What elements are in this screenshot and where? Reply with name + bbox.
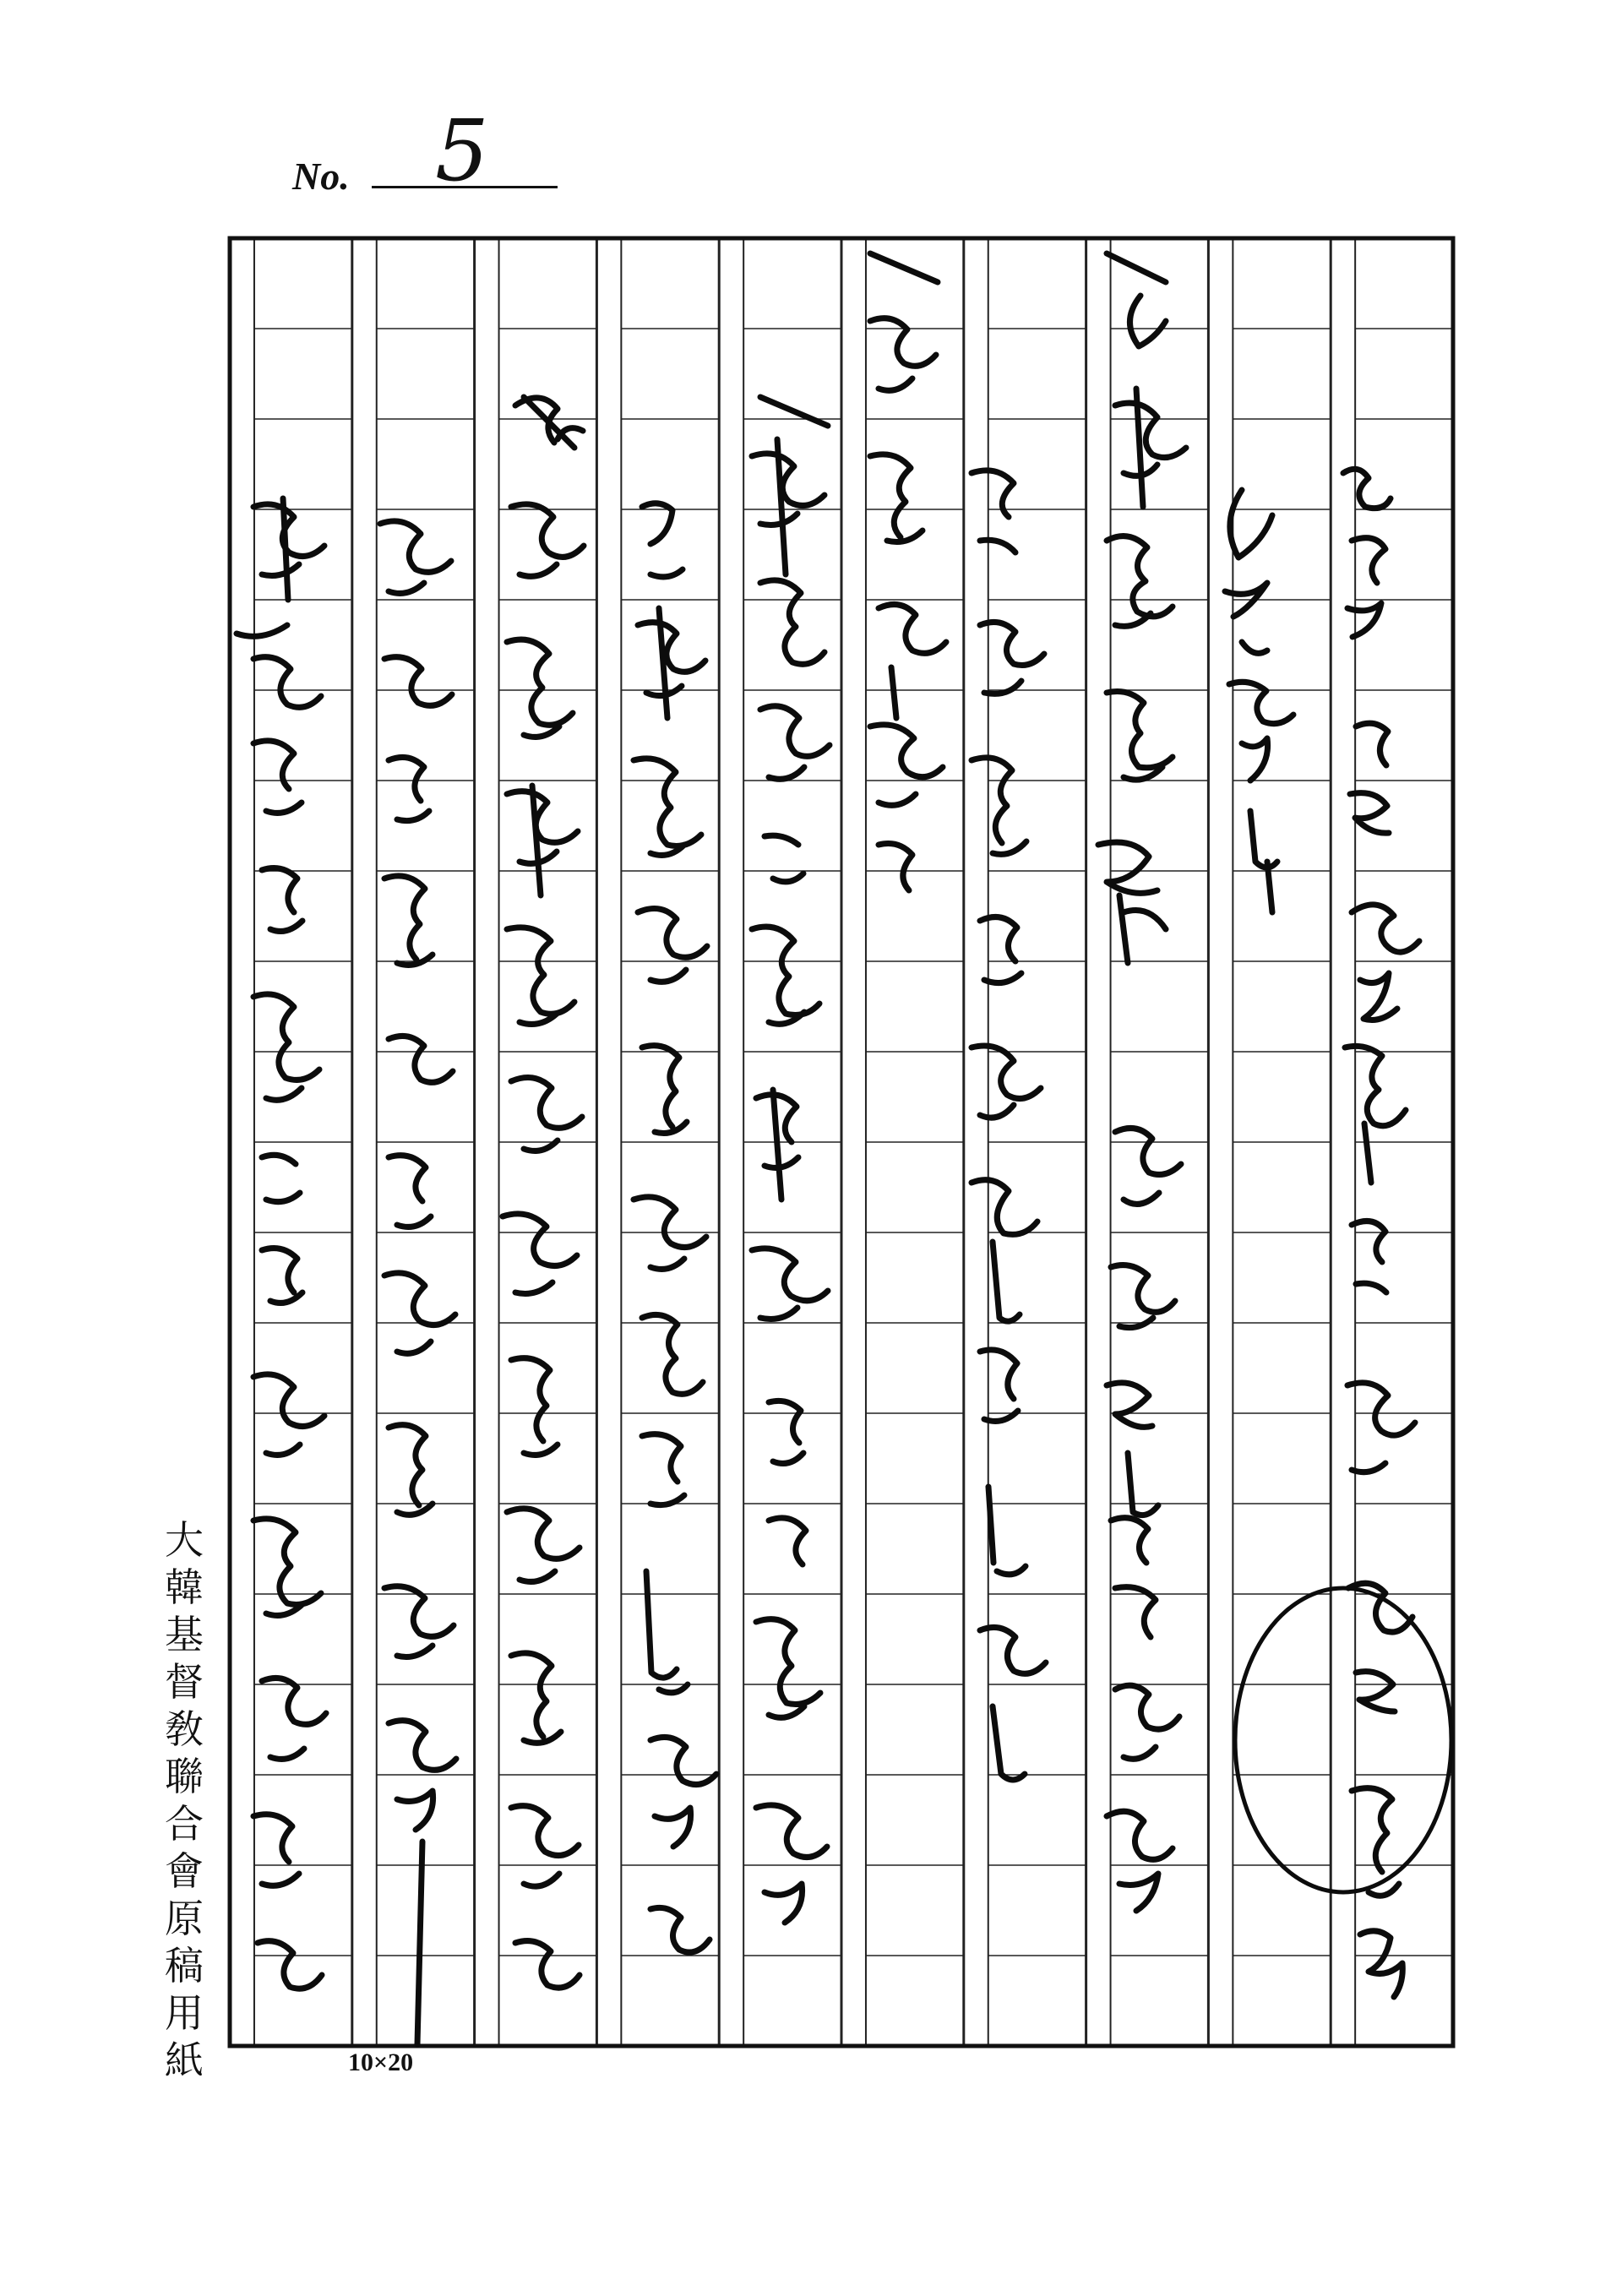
handwriting-column-1 xyxy=(1343,469,1419,1997)
format-label: 10×20 xyxy=(348,2048,414,2076)
handwriting-column-6 xyxy=(752,397,830,1923)
handwriting-column-7 xyxy=(634,503,716,1952)
handwriting-column-8 xyxy=(503,397,584,1988)
handwriting-column-3 xyxy=(1098,253,1186,1911)
page-number-label: No. xyxy=(292,155,350,198)
handwriting-column-9 xyxy=(380,521,456,2044)
circled-word-mark xyxy=(1235,1588,1451,1892)
handwriting-column-10 xyxy=(237,498,326,1989)
page-number: 5 xyxy=(435,101,489,200)
handwriting-column-4 xyxy=(972,471,1046,1780)
publisher-label: 大韓基督敎聯合會原稿用紙 xyxy=(165,1517,204,2083)
handwriting-column-5 xyxy=(870,253,946,890)
handwriting-column-2 xyxy=(1225,490,1293,912)
